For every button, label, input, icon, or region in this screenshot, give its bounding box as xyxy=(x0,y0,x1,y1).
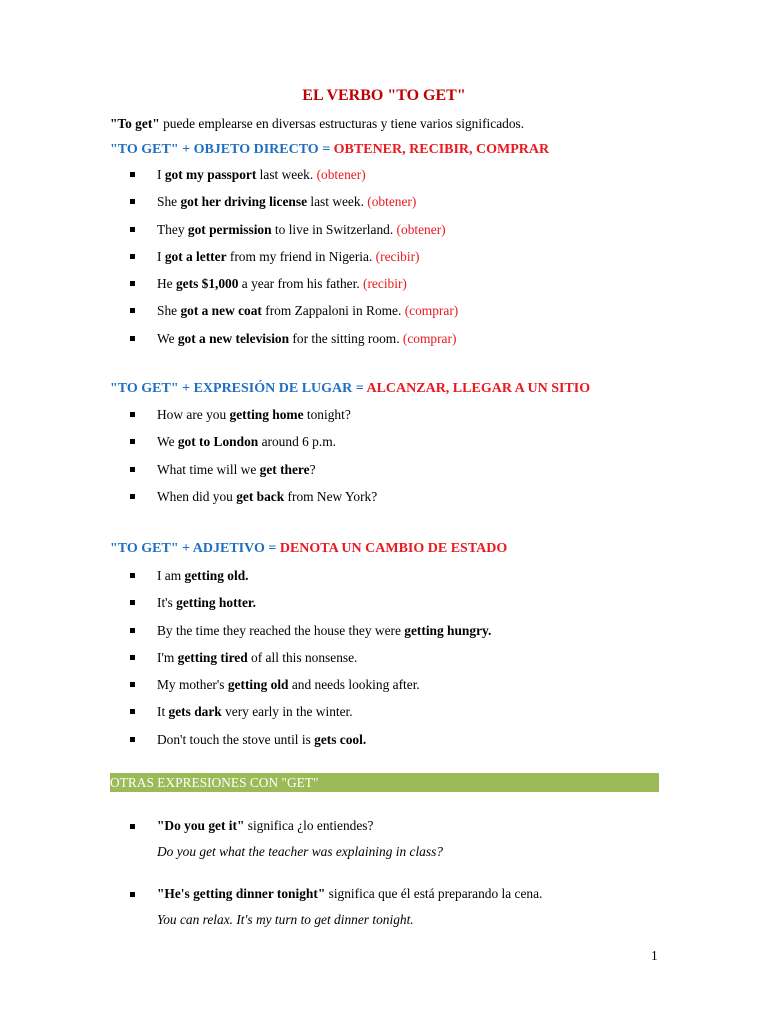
bullet-icon xyxy=(130,336,135,341)
heading-structure: "TO GET" + OBJETO DIRECTO = xyxy=(110,142,334,157)
expression-phrase: "Do you get it" xyxy=(157,818,245,833)
bullet-icon xyxy=(130,172,135,177)
bullet-icon xyxy=(130,281,135,286)
bullet-icon xyxy=(130,682,135,687)
expression-meaning: significa ¿lo entiendes? xyxy=(244,818,374,833)
document-page: EL VERBO "TO GET" "To get" puede emplearse en diversas estructuras y tiene varios significados. "TO GET" + OBJETO DIRECTO = OBTENER, RECIBIR, COMPRAR I got my passport last week. (obtener) She got her driving license last week. (obtener) They got permission to live in Switzerland. (obtener) I got a letter from my friend in Nigeria. (recibir) He gets $1,000 a year from his father. (recibir) She got a new coat from Zappaloni in Rome. (comprar) We got a new television for the sitting room. (comprar) "TO GET" + EXPRESIÓN DE LUGAR = ALCANZAR, LLEGAR A UN SITIO How are you getting home tonight? We got to London around 6 p.m. What time will we get there? When did you get back from New York? "TO GET" + ADJETIVO = DENOTA UN CAMBIO DE ESTADO I am getting old. It's getting hotter. By the time they reached the house they were getting hungry. I'm getting tired of all this nonsense. My mother's getting old and needs looking after. It gets dark very early in the winter. Don't touch the stove until is gets cool. OTRAS EXPRESIONES CON "GET" "Do you get it" significa ¿lo entiendes? Do you get what the teacher was explaining in class? "He's getting dinner tonight" significa que él está preparando la cena. You can relax. It's my turn to get dinner tonight. 1 xyxy=(0,0,768,1024)
bullet-icon xyxy=(130,227,135,232)
page-number: 1 xyxy=(651,948,658,963)
intro-paragraph xyxy=(110,116,524,132)
bullet-icon xyxy=(130,628,135,633)
other-expressions-heading-bar xyxy=(110,773,659,792)
bullet-icon xyxy=(130,824,135,829)
page-title: EL VERBO "TO GET" xyxy=(302,87,466,104)
section-heading-lugar xyxy=(110,381,590,397)
bullet-icon xyxy=(130,494,135,499)
expression-phrase: "He's getting dinner tonight" xyxy=(157,886,326,901)
section-heading-adjetivo xyxy=(110,541,507,557)
bullet-icon xyxy=(130,412,135,417)
heading-meaning: OBTENER, RECIBIR, COMPRAR xyxy=(333,142,550,157)
bullet-icon xyxy=(130,308,135,313)
heading-structure: "TO GET" + ADJETIVO = xyxy=(110,541,280,556)
bullet-icon xyxy=(130,573,135,578)
section-heading-objeto-directo xyxy=(110,142,549,158)
bullet-icon xyxy=(130,467,135,472)
bullet-icon xyxy=(130,737,135,742)
bullet-icon xyxy=(130,600,135,605)
expression-meaning: significa que él está preparando la cena. xyxy=(325,886,543,901)
bullet-icon xyxy=(130,892,135,897)
bullet-icon xyxy=(130,439,135,444)
bullet-icon xyxy=(130,655,135,660)
heading-structure: "TO GET" + EXPRESIÓN DE LUGAR = xyxy=(110,381,367,396)
expression-example: You can relax. It's my turn to get dinner tonight. xyxy=(157,912,414,927)
intro-text: puede emplearse en diversas estructuras y tiene varios significados. xyxy=(159,116,525,131)
bullet-icon xyxy=(130,254,135,259)
bullet-icon xyxy=(130,709,135,714)
heading-meaning: ALCANZAR, LLEGAR A UN SITIO xyxy=(366,381,591,396)
bullet-icon xyxy=(130,199,135,204)
other-expressions-heading: OTRAS EXPRESIONES CON "GET" xyxy=(110,775,319,790)
expression-example: Do you get what the teacher was explaining in class? xyxy=(157,844,443,859)
intro-bold: "To get" xyxy=(110,116,160,131)
heading-meaning: DENOTA UN CAMBIO DE ESTADO xyxy=(279,541,508,556)
